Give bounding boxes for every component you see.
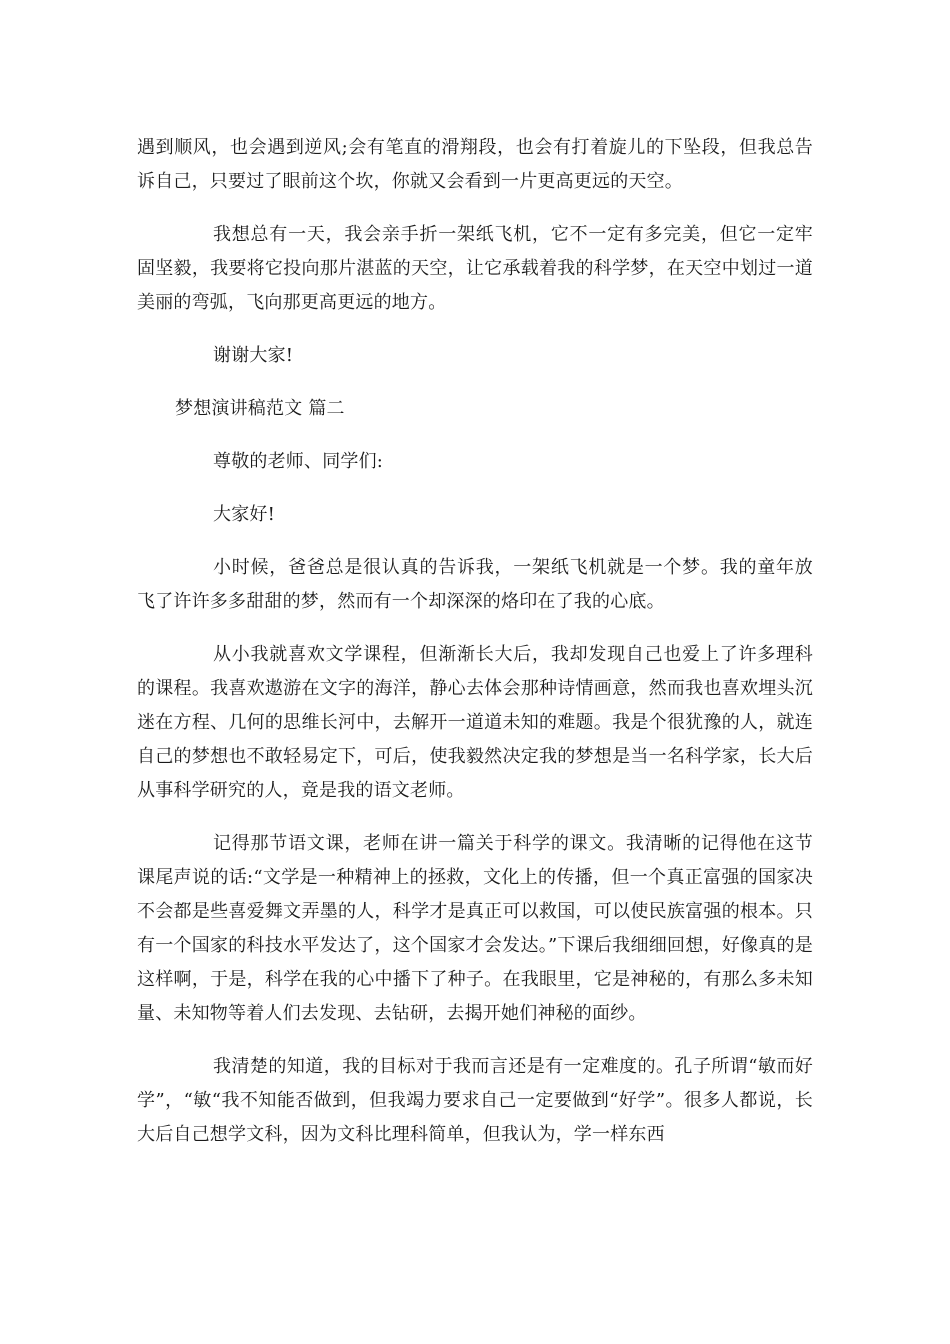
paragraph: 我清楚的知道，我的目标对于我而言还是有一定难度的。孔子所谓“敏而好学”，“敏“我不知能否做到，但我竭力要求自己一定要做到“好学”。很多人都说，长大后自己想学文科，因为文科比理科简单，但我认为，学一样东西	[137, 1056, 813, 1145]
paragraph-greeting: 大家好!	[213, 504, 276, 525]
paragraph: 我想总有一天，我会亲手折一架纸飞机，它不一定有多完美，但它一定牢固坚毅，我要将它投向那片湛蓝的天空，让它承载着我的科学梦，在天空中划过一道美丽的弯弧，飞向那更高更远的地方。	[137, 224, 813, 313]
paragraph: 从小我就喜欢文学课程，但渐渐长大后，我却发现自己也爱上了许多理科的课程。我喜欢遨游在文字的海洋，静心去体会那种诗情画意，然而我也喜欢埋头沉迷在方程、几何的思维长河中，去解开一道道未知的难题。我是个很犹豫的人，就连自己的梦想也不敢轻易定下，可后，使我毅然决定我的梦想是当一名科学家，长大后从事科学研究的人，竟是我的语文老师。	[137, 644, 813, 801]
paragraph: 记得那节语文课，老师在讲一篇关于科学的课文。我清晰的记得他在这节课尾声说的话:“文学是一种精神上的拯救，文化上的传播，但一个真正富强的国家决不会都是些喜爱舞文弄墨的人，科学才是真正可以救国，可以使民族富强的根本。只有一个国家的科技水平发达了，这个国家才会发达。”下课后我细细回想，好像真的是这样啊，于是，科学在我的心中播下了种子。在我眼里，它是神秘的，有那么多未知量、未知物等着人们去发现、去钻研，去揭开她们神秘的面纱。	[137, 833, 813, 1024]
paragraph-salutation: 尊敬的老师、同学们:	[213, 451, 384, 472]
section-heading: 梦想演讲稿范文 篇二	[175, 398, 345, 419]
paragraph: 小时候，爸爸总是很认真的告诉我，一架纸飞机就是一个梦。我的童年放飞了许许多多甜甜的梦，然而有一个却深深的烙印在了我的心底。	[137, 557, 813, 612]
document-body	[137, 131, 813, 1171]
paragraph-continuation: 遇到顺风，也会遇到逆风;会有笔直的滑翔段，也会有打着旋儿的下坠段，但我总告诉自己，只要过了眼前这个坎，你就又会看到一片更高更远的天空。	[137, 137, 813, 192]
paragraph-closing: 谢谢大家!	[213, 345, 294, 366]
